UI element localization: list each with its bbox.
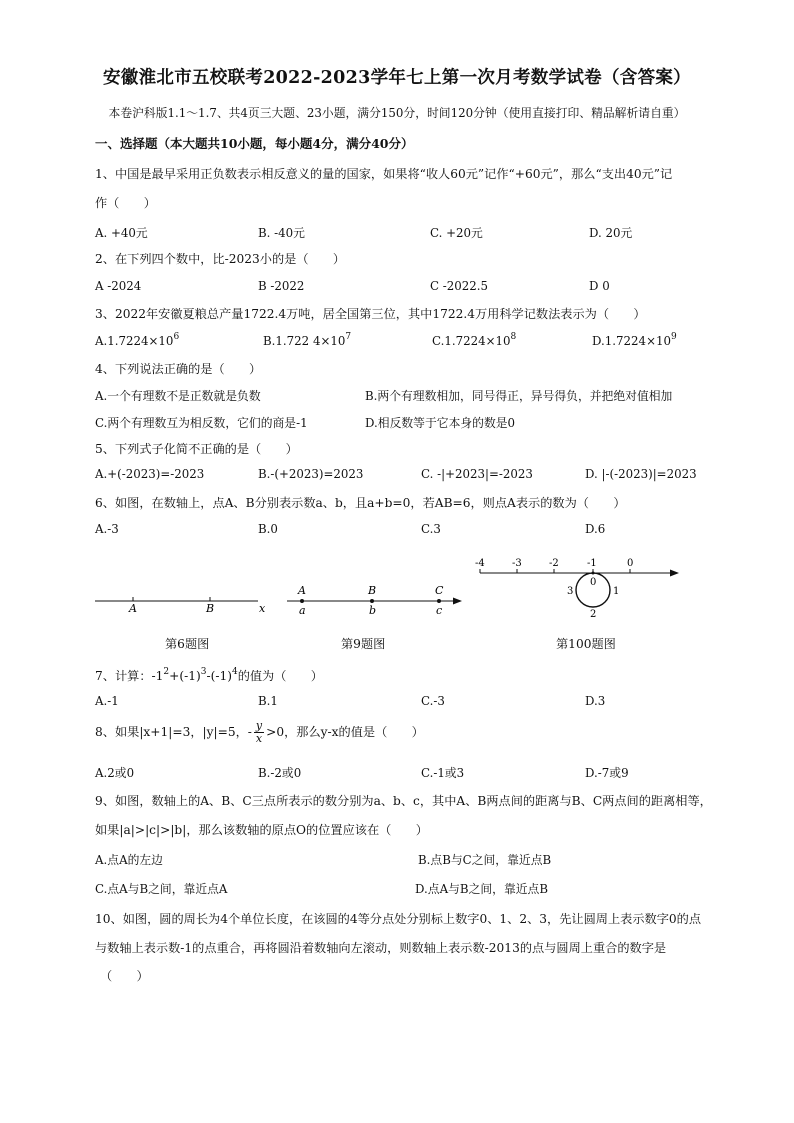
question-1-stem-cont: 作（ ） xyxy=(95,196,156,210)
q3-option-c: $C.1.7224\times 10^8$ xyxy=(432,332,517,348)
q1-option-d: D. 20元 xyxy=(589,226,633,240)
q8-option-c: C.-1或3 xyxy=(421,766,465,780)
question-8-stem: 8、如果|x+1|=3，|y|=5，- $\frac{y}{x}$ >0，那么y-x的值是（ ） xyxy=(95,719,424,745)
fig10-circle-1: 1 xyxy=(613,586,620,597)
fig10-circle-3: 3 xyxy=(567,586,574,597)
q9-option-c: C.点A与B之间，靠近点A xyxy=(95,882,228,896)
fig10-tick-neg4: -4 xyxy=(475,558,485,569)
fig10-circle-2: 2 xyxy=(590,609,597,620)
q4-option-a: A.一个有理数不是正数就是负数 xyxy=(95,389,261,403)
q6-option-b: B.0 xyxy=(258,522,278,536)
q9-option-d: D.点A与B之间，靠近点B xyxy=(415,882,549,896)
question-10-stem: 10、如图，圆的周长为4个单位长度，在该圆的4等分点处分别标上数字0、1、2、3，先让圆周上表示数字0的点 xyxy=(95,912,702,926)
page-title: 安徽淮北市五校联考2022-2023学年七上第一次月考数学试卷（含答案） xyxy=(103,68,691,88)
question-5-stem: 5、下列式子化简不正确的是（ ） xyxy=(95,442,298,456)
fig6-label-b: B xyxy=(206,602,215,615)
q8-option-a: A.2或0 xyxy=(95,766,135,780)
q2-option-b: B -2022 xyxy=(258,279,305,293)
q5-option-d: D. |-(-2023)|=2023 xyxy=(585,467,697,481)
question-9-stem: 9、如图，数轴上的A、B、C三点所表示的数分别为a、b、c，其中A、B两点间的距离与B、C两点间的距离相等， xyxy=(95,794,712,808)
fig9-value-a: a xyxy=(299,604,306,617)
question-6-stem: 6、如图，在数轴上，点A、B分别表示数a、b，且a+b=0，若AB=6，则点A表示的数为（ ） xyxy=(95,496,626,510)
figure-6-number-line xyxy=(95,597,266,615)
fig9-value-c: c xyxy=(436,604,443,617)
exam-info: 本卷沪科版1.1～1.7、共4页三大题、23小题，满分150分，时间120分钟（使用直接打印、精品解析请自重） xyxy=(108,106,686,120)
q5-option-b: B.-(+2023)=2023 xyxy=(258,467,364,481)
q6-option-c: C.3 xyxy=(421,522,441,536)
q1-option-b: B. -40元 xyxy=(258,226,305,240)
figure-9-number-line xyxy=(287,584,462,617)
q2-option-d: D 0 xyxy=(589,279,610,293)
fig10-tick-neg3: -3 xyxy=(512,558,522,569)
q6-option-a: A.-3 xyxy=(95,522,119,536)
question-1-stem: 1、中国是最早采用正负数表示相反意义的量的国家，如果将“收人60元”记作“+60元”，那么“支出40元”记 xyxy=(95,167,673,181)
q9-option-a: A.点A的左边 xyxy=(95,853,163,867)
question-3-stem: 3、2022年安徽夏粮总产量1722.4万吨，居全国第三位，其中1722.4万用科学记数法表示为（ ） xyxy=(95,307,646,321)
q7-option-b: B.1 xyxy=(258,694,278,708)
question-10-stem-cont: 与数轴上表示数-1的点重合，再将圆沿着数轴向左滚动，则数轴上表示数-2013的点与圆周上重合的数字是 xyxy=(95,941,667,955)
fig10-tick-neg2: -2 xyxy=(549,558,559,569)
fig9-caption: 第9题图 xyxy=(341,637,386,651)
question-4-stem: 4、下列说法正确的是（ ） xyxy=(95,362,262,376)
q7-option-a: A.-1 xyxy=(95,694,119,708)
q7-option-c: C.-3 xyxy=(421,694,445,708)
q8-option-d: D.-7或9 xyxy=(585,766,629,780)
question-9-stem-cont: 如果|a|>|c|>|b|，那么该数轴的原点O的位置应该在（ ） xyxy=(95,823,428,837)
q2-option-c: C -2022.5 xyxy=(430,279,489,293)
q6-option-d: D.6 xyxy=(585,522,606,536)
rolling-circle xyxy=(576,573,610,607)
q8-option-b: B.-2或0 xyxy=(258,766,302,780)
question-7-stem: 7、计算：$-1^2+(-1)^3-(-1)^4$的值为（ ） xyxy=(95,667,323,683)
q8-fraction: $\frac{y}{x}$ xyxy=(255,719,263,745)
fig9-label-a: A xyxy=(298,584,306,597)
q3-option-d: $D.1.7224\times 10^9$ xyxy=(592,332,677,348)
q4-option-c: C.两个有理数互为相反数，它们的商是-1 xyxy=(95,416,308,430)
fig6-label-a: A xyxy=(129,602,137,615)
fig9-label-b: B xyxy=(368,584,377,597)
fig6-axis-label: x xyxy=(259,602,266,615)
question-10-answer-blank: （ ） xyxy=(100,969,149,983)
figure-10-number-line xyxy=(475,558,679,620)
q3-option-b: B.1.722 $4\times 10^7$ xyxy=(263,332,352,348)
q4-option-b: B.两个有理数相加，同号得正，异号得负，并把绝对值相加 xyxy=(365,389,673,403)
q3-option-a: $A.1.7224\times 10^6$ xyxy=(95,332,180,348)
q5-option-a: A.+(-2023)=-2023 xyxy=(95,467,205,481)
q9-option-b: B.点B与C之间，靠近点B xyxy=(418,853,552,867)
fig10-tick-neg1: -1 xyxy=(587,558,597,569)
fig10-caption: 第100题图 xyxy=(556,637,616,651)
section-heading: 一、选择题（本大题共10小题，每小题4分，满分40分） xyxy=(95,136,414,151)
fig10-tick-0: 0 xyxy=(627,558,634,569)
q1-option-c: C. +20元 xyxy=(430,226,483,240)
q1-option-a: A. +40元 xyxy=(95,226,148,240)
question-2-stem: 2、在下列四个数中，比-2023小的是（ ） xyxy=(95,252,346,266)
fig6-caption: 第6题图 xyxy=(165,637,210,651)
fig9-label-c: C xyxy=(435,584,444,597)
q5-option-c: C. -|+2023|=-2023 xyxy=(421,467,533,481)
q7-option-d: D.3 xyxy=(585,694,606,708)
q2-option-a: A -2024 xyxy=(95,279,142,293)
fig9-value-b: b xyxy=(369,604,377,617)
fig10-circle-0: 0 xyxy=(590,577,597,588)
q4-option-d: D.相反数等于它本身的数是0 xyxy=(365,416,516,430)
